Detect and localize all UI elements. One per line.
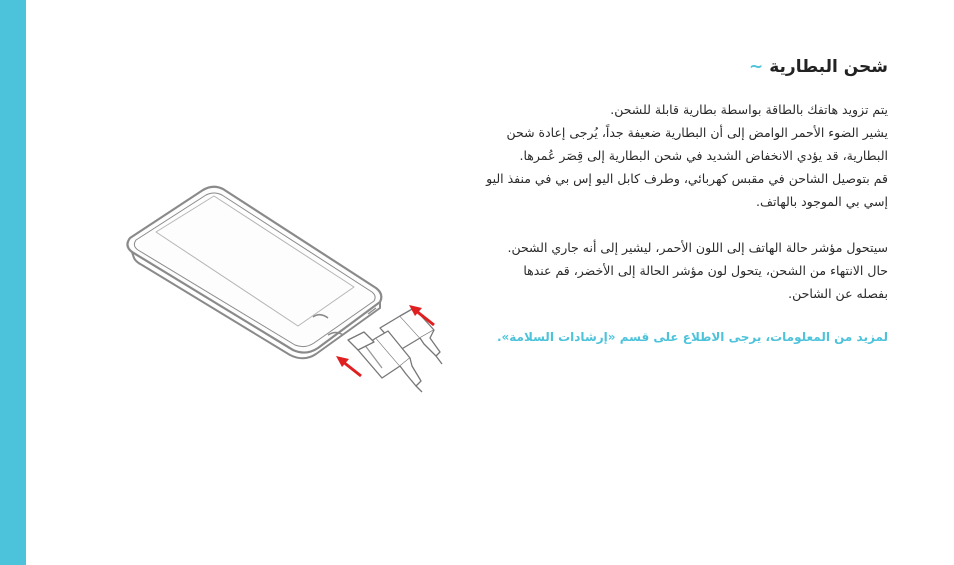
intro-line-5: إسي بي الموجود بالهاتف. xyxy=(756,194,888,209)
intro-line-1: يتم تزويد هاتفك بالطاقة بواسطة بطارية قابلة للشحن. xyxy=(610,102,888,117)
status-line-3: بفصله عن الشاحن. xyxy=(788,286,888,301)
phone-illustration-icon xyxy=(127,187,381,359)
status-line-2: حال الانتهاء من الشحن، يتحول لون مؤشر الحالة إلى الأخضر، قم عندها xyxy=(523,263,888,278)
page-title: شحن البطارية xyxy=(769,57,888,77)
intro-line-4: قم بتوصيل الشاحن في مقبس كهربائي، وطرف كابل اليو إس بي في منفذ اليو xyxy=(486,171,888,186)
safety-note-link[interactable]: لمزيد من المعلومات، يرجى الاطلاع على قسم «إرشادات السلامة». xyxy=(496,330,888,344)
accent-side-bar xyxy=(0,0,26,565)
intro-line-3: البطارية، قد يؤدي الانخفاض الشديد في شحن البطارية إلى قِصَر عُمرها. xyxy=(519,148,888,163)
status-line-1: سيتحول مؤشر حالة الهاتف إلى اللون الأحمر، ليشير إلى أنه جاري الشحن. xyxy=(507,240,888,255)
title-marker-icon: ~ xyxy=(748,57,764,77)
battery-charging-section xyxy=(468,52,888,347)
phone-charging-illustration xyxy=(118,180,458,405)
section-header xyxy=(468,52,888,82)
intro-line-2: يشير الضوء الأحمر الوامض إلى أن البطارية ضعيفة جداً، يُرجى إعادة شحن xyxy=(506,125,888,140)
